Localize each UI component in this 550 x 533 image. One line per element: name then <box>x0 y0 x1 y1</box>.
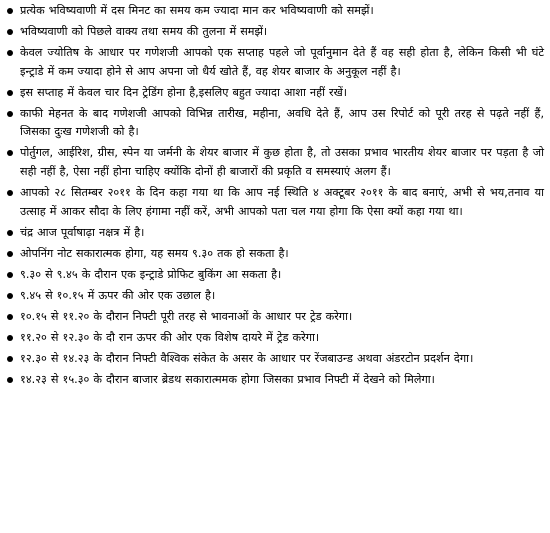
bullet-icon <box>7 314 13 320</box>
list-item <box>20 144 544 181</box>
list-item <box>20 287 544 306</box>
list-item <box>20 224 544 243</box>
list-item <box>20 184 544 221</box>
list-item-text: १४.२३ से १५.३० के दौरान बाजार ब्रेडथ सकारात्ममक होगा जिसका प्रभाव निफ्टी में देखने को मिलेगा। <box>20 373 435 387</box>
bullet-icon <box>7 50 13 56</box>
list-item <box>20 371 544 390</box>
list-item-text: प्रत्येक भविष्यवाणी में दस मिनट का समय कम ज्यादा मान कर भविष्यवाणी को समझें। <box>20 4 374 17</box>
list-item-text: आपको २८ सितम्बर २०११ के दिन कहा गया था कि आप नई स्थिति ४ अक्टूबर २०११ के बाद बनाएं, अभी से भय,तनाव या उत्साह में आकर सौदा के लिए हंगामा नहीं करें, अभी आपको पता चल गया होगा कि ऐसा क्यों कहा गया था। <box>20 186 544 218</box>
bullet-icon <box>7 190 13 196</box>
list-item-text: ओपनिंग नोट सकारात्मक होगा, यह समय ९.३० तक हो सकता है। <box>20 246 289 260</box>
bullet-icon <box>7 90 13 96</box>
bullet-icon <box>7 335 13 341</box>
bullet-icon <box>7 29 13 35</box>
list-item <box>20 266 544 285</box>
list-item-text: पोर्तुगल, आईरिश, ग्रीस, स्पेन या जर्मनी के शेयर बाजार में कुछ होता है, तो उसका प्रभाव भारतीय शेयर बाजार पर पड़ता है जो सही नहीं है, ऐसा नहीं होना चाहिए क्योंकि दोनों ही बाजारों की प्रकृति व समस्याएं अलग हैं। <box>20 146 544 178</box>
list-item <box>20 23 544 42</box>
list-item-text: चंद्र आज पूर्वाषाढ़ा नक्षत्र में है। <box>20 225 145 239</box>
list-item-text: भविष्यवाणी को पिछले वाक्य तथा समय की तुलना में समझें। <box>20 25 268 39</box>
bullet-icon <box>7 356 13 362</box>
list-item-text: १०.१५ से ११.२० के दौरान निफ्टी पूरी तरह से भावनाओं के आधार पर ट्रेड करेगा। <box>20 310 353 324</box>
bullet-icon <box>7 150 13 156</box>
bullet-icon <box>7 8 13 14</box>
bullet-icon <box>7 251 13 257</box>
list-item <box>20 84 544 103</box>
list-item <box>20 245 544 264</box>
list-item-text: केवल ज्योतिष के आधार पर गणेशजी आपको एक सप्ताह पहले जो पूर्वानुमान देते हैं वह सही होता है, लेकिन किसी भी घंटे इन्ट्राडे में कम ज्यादा होने से आप अपना जो धैर्य खोते हैं, वह शेयर बाजार के अनुकूल नहीं है। <box>20 46 544 78</box>
list-item <box>20 329 544 348</box>
list-item-text: १२.३० से १४.२३ के दौरान निफ्टी वैश्विक संकेत के असर के आधार पर रेंजबाउन्ड अथवा अंडरटोन प्रदर्शन देगा। <box>20 352 474 366</box>
list-item <box>20 105 544 142</box>
bullet-icon <box>7 293 13 299</box>
list-item-text: काफी मेहनत के बाद गणेशजी आपको विभिन्न तारीख, महीना, अवधि देते हैं, आप उस रिपोर्ट को पूरी तरह से पढ़ते नहीं हैं, जिसका दुःख गणेशजी को है। <box>20 106 544 139</box>
bullet-icon <box>7 272 13 278</box>
list-item-text: इस सप्ताह में केवल चार दिन ट्रेडिंग होना है,इसलिए बहुत ज्यादा आशा नहीं रखें। <box>20 85 347 99</box>
bullet-icon <box>7 111 13 117</box>
bullet-icon <box>7 230 13 236</box>
list-item <box>20 308 544 327</box>
list-item-text: ९.४५ से १०.१५ में ऊपर की ओर एक उछाल है। <box>20 288 216 302</box>
list-item-text: ११.२० से १२.३० के दौ रान ऊपर की ओर एक विशेष दायरे में ट्रेड करेगा। <box>20 331 320 345</box>
bullet-icon <box>7 377 13 383</box>
list-item-text: ९.३० से ९.४५ के दौरान एक इन्ट्राडे प्रोफिट बुकिंग आ सकता है। <box>20 267 282 281</box>
list-item <box>20 2 544 21</box>
list-item <box>20 44 544 81</box>
list-item <box>20 350 544 369</box>
